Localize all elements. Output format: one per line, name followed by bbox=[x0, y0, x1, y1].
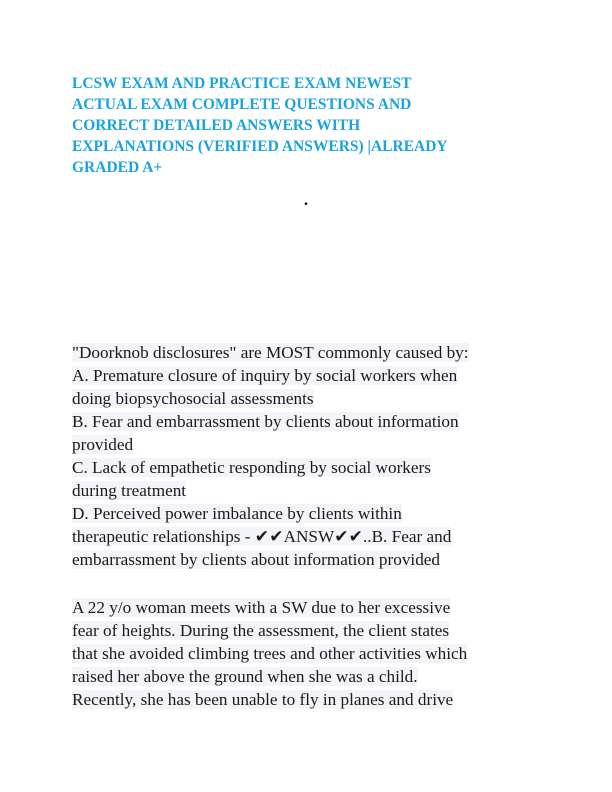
question-line: fear of heights. During the assessment, the client states bbox=[72, 621, 450, 640]
question-line: "Doorknob disclosures" are MOST commonly caused by: bbox=[72, 343, 469, 362]
option-line: doing biopsychosocial assessments bbox=[72, 389, 314, 408]
option-line: A. Premature closure of inquiry by social workers when bbox=[72, 366, 458, 385]
separator-dot: . bbox=[304, 192, 308, 209]
option-line: provided bbox=[72, 435, 134, 454]
title-line: EXPLANATIONS (VERIFIED ANSWERS) |ALREADY bbox=[72, 138, 448, 155]
question-line: Recently, she has been unable to fly in planes and drive bbox=[72, 690, 454, 709]
question-block bbox=[72, 596, 467, 711]
question-line: raised her above the ground when she was a child. bbox=[72, 667, 418, 686]
option-line: B. Fear and embarrassment by clients about information bbox=[72, 412, 459, 431]
question-line: A 22 y/o woman meets with a SW due to her excessive bbox=[72, 598, 451, 617]
answer-line: embarrassment by clients about information provided bbox=[72, 550, 441, 569]
option-line: during treatment bbox=[72, 481, 187, 500]
question-block bbox=[72, 341, 469, 571]
title-line: GRADED A+ bbox=[72, 159, 163, 176]
document-title bbox=[72, 73, 542, 178]
title-line: CORRECT DETAILED ANSWERS WITH bbox=[72, 117, 361, 134]
option-line: C. Lack of empathetic responding by social workers bbox=[72, 458, 431, 477]
option-line: D. Perceived power imbalance by clients within bbox=[72, 504, 402, 523]
title-line: LCSW EXAM AND PRACTICE EXAM NEWEST bbox=[72, 75, 412, 92]
title-line: ACTUAL EXAM COMPLETE QUESTIONS AND bbox=[72, 96, 412, 113]
question-line: that she avoided climbing trees and other activities which bbox=[72, 644, 468, 663]
answer-line: therapeutic relationships - ✔✔ANSW✔✔..B. Fear and bbox=[72, 527, 452, 546]
